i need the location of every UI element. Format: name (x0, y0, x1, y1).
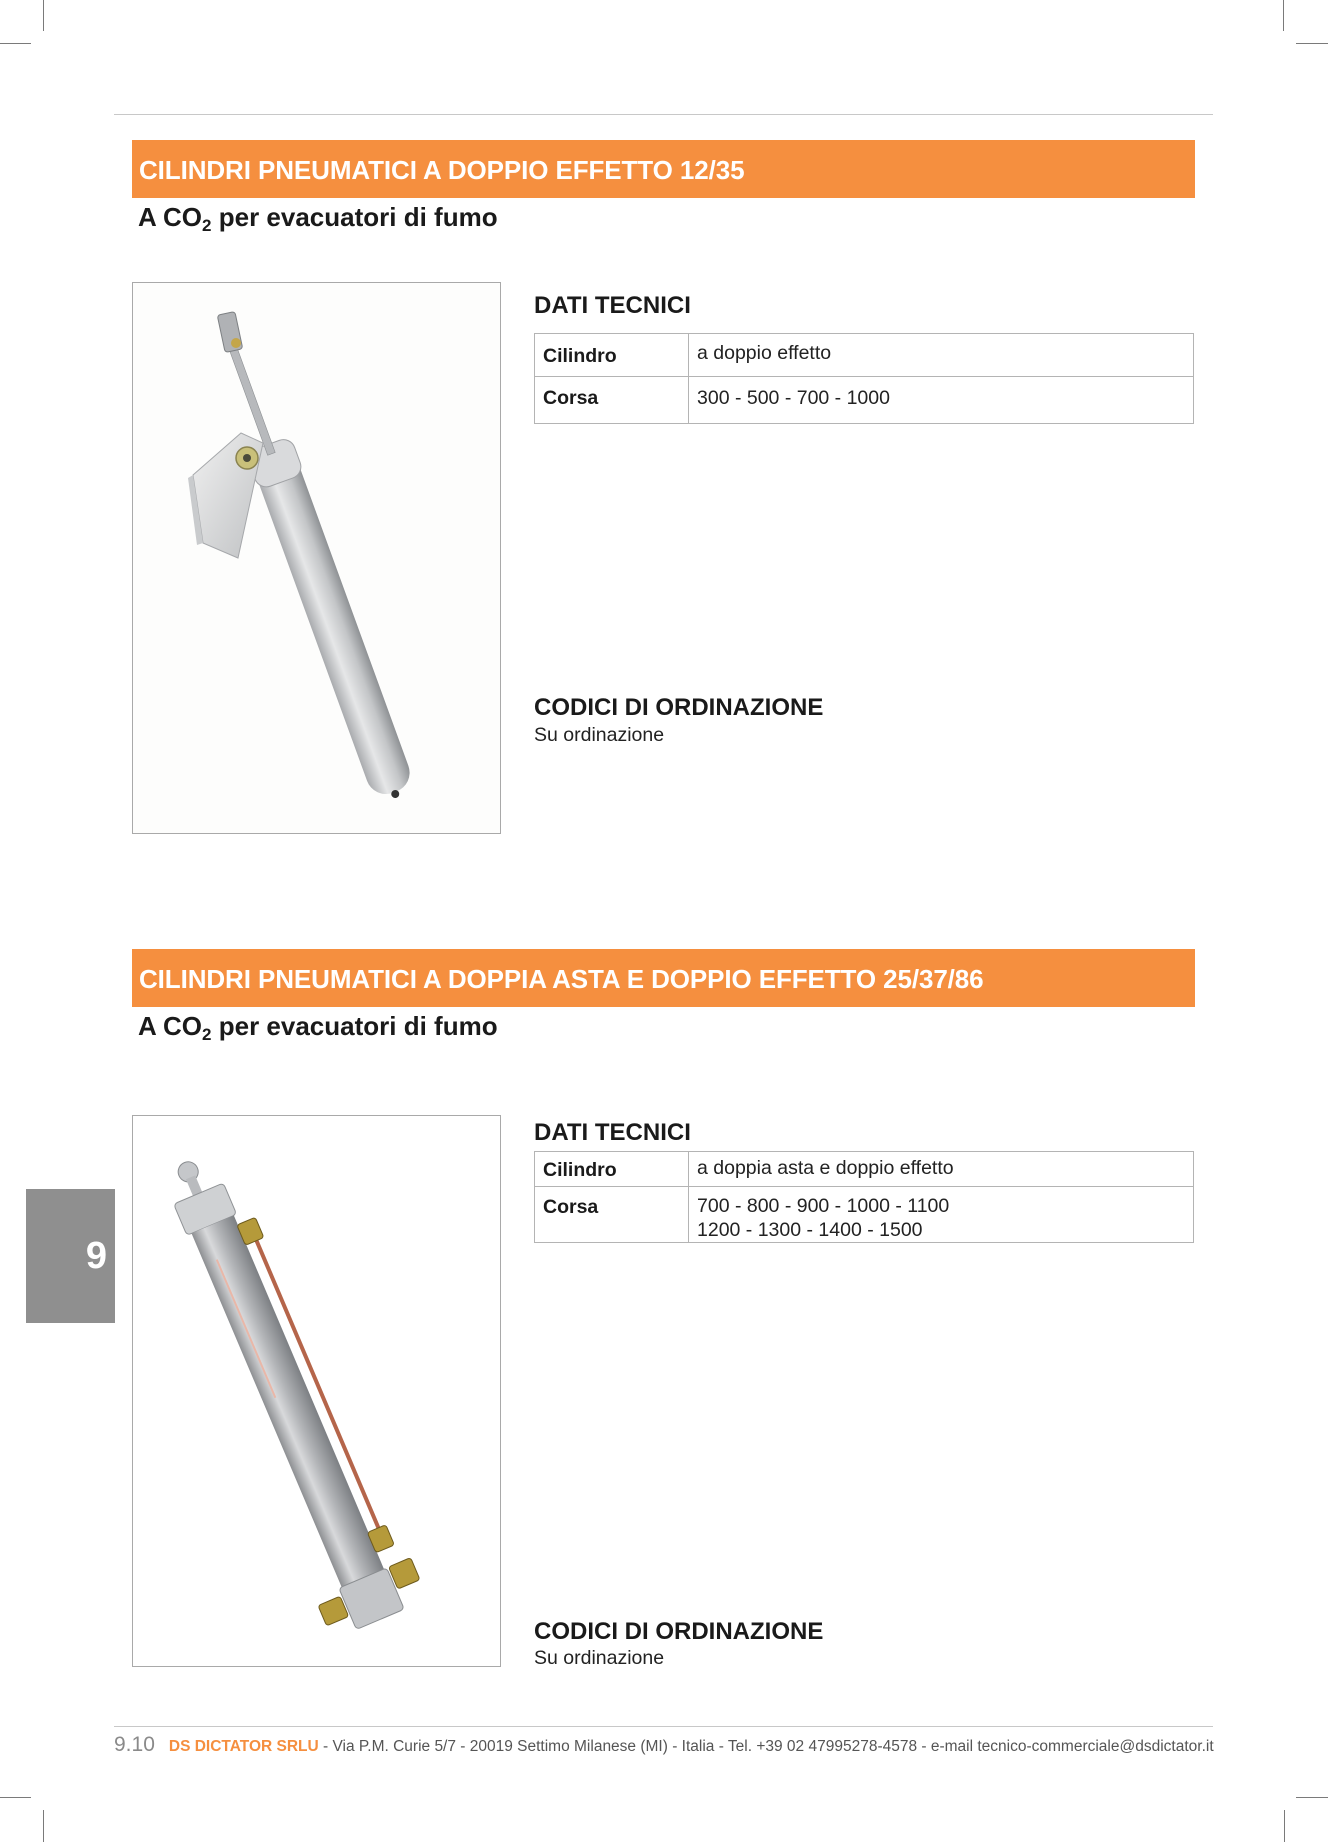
spec-value (689, 1187, 1194, 1243)
chapter-number: 9 (85, 1235, 107, 1277)
table-row (535, 1187, 1194, 1243)
header-rule (114, 114, 1213, 115)
spec-value: a doppio effetto (689, 334, 1194, 377)
product-image (132, 282, 501, 834)
product-title-banner (132, 949, 1195, 1007)
cylinder-12-35-illustration (133, 283, 500, 833)
crop-mark (1283, 0, 1284, 31)
specs-heading: DATI TECNICI (534, 1119, 691, 1146)
spec-label: Cilindro (535, 1152, 689, 1187)
order-codes-text: Su ordinazione (534, 1647, 665, 1669)
crop-mark (0, 1797, 31, 1798)
page-number: 9.10 (114, 1733, 155, 1756)
subtitle-subscript: 2 (202, 216, 212, 235)
product-title: CILINDRI PNEUMATICI A DOPPIO EFFETTO 12/35 (139, 155, 745, 185)
spec-value: 300 - 500 - 700 - 1000 (689, 377, 1194, 424)
company-details: - Via P.M. Curie 5/7 - 20019 Settimo Milanese (MI) - Italia - Tel. +39 02 47995278-4578 - e-mail tecnico-commerciale@dsdictator.it (318, 1738, 1214, 1755)
product-subtitle (138, 202, 498, 233)
company-name: DS DICTATOR SRLU (168, 1738, 319, 1755)
crop-mark (1284, 1810, 1285, 1842)
crop-mark (1296, 43, 1328, 44)
spec-value-line: 1200 - 1300 - 1400 - 1500 (697, 1219, 923, 1241)
cylinder-25-37-86-illustration (133, 1116, 500, 1666)
subtitle-suffix: per evacuatori di fumo (211, 1011, 498, 1041)
crop-mark (43, 0, 44, 31)
specs-table (534, 333, 1194, 424)
product-title: CILINDRI PNEUMATICI A DOPPIA ASTA E DOPPIO EFFETTO 25/37/86 (139, 964, 984, 994)
table-row (535, 1152, 1194, 1187)
table-row (535, 377, 1194, 424)
spec-label: Corsa (535, 1187, 689, 1243)
subtitle-subscript: 2 (202, 1025, 212, 1044)
footer-rule (114, 1726, 1213, 1727)
subtitle-prefix: A CO (138, 1011, 203, 1041)
chapter-tab (26, 1189, 115, 1323)
specs-table (534, 1151, 1194, 1243)
crop-mark (1296, 1797, 1328, 1798)
order-codes-heading: CODICI DI ORDINAZIONE (534, 1618, 824, 1645)
product-title-banner (132, 140, 1195, 198)
spec-value-line: 700 - 800 - 900 - 1000 - 1100 (697, 1195, 950, 1217)
crop-mark (0, 43, 31, 44)
specs-heading: DATI TECNICI (534, 292, 691, 319)
product-subtitle (138, 1011, 498, 1042)
table-row (535, 334, 1194, 377)
spec-label: Cilindro (535, 334, 689, 377)
spec-label: Corsa (535, 377, 689, 424)
subtitle-prefix: A CO (138, 202, 203, 232)
spec-value: a doppia asta e doppio effetto (689, 1152, 1194, 1187)
subtitle-suffix: per evacuatori di fumo (211, 202, 498, 232)
product-image (132, 1115, 501, 1667)
order-codes-text: Su ordinazione (534, 724, 665, 746)
order-codes-heading: CODICI DI ORDINAZIONE (534, 694, 824, 721)
crop-mark (43, 1810, 44, 1842)
page-footer (114, 1733, 1214, 1757)
